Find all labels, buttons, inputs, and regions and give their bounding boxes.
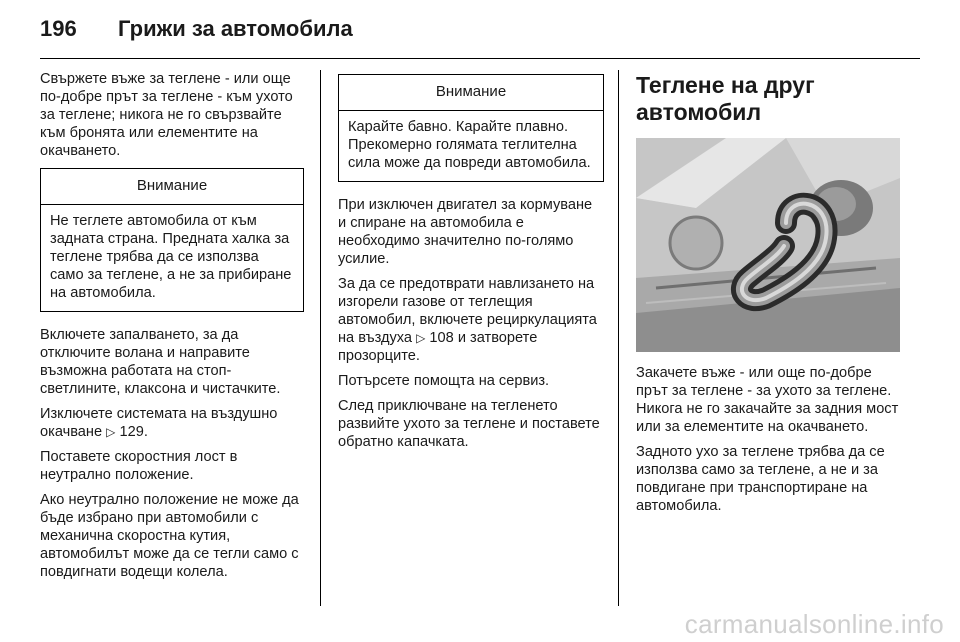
- column-right: [636, 70, 902, 522]
- page-reference-triangle-icon: ▷: [416, 331, 426, 345]
- paragraph: След приключване на тегленето развийте ухото за теглене и поставете обратно капачката.: [338, 398, 600, 450]
- warning-box: [40, 168, 304, 312]
- page-title: Грижи за автомобила: [118, 16, 353, 41]
- paragraph: При изключен двигател за кормуване и спиране на автомобила е необходимо значително по-голямо усилие.: [338, 197, 593, 267]
- page-reference[interactable]: 129.: [119, 424, 148, 440]
- column-divider: [320, 70, 321, 606]
- column-middle: [338, 70, 604, 458]
- header-divider: [40, 58, 920, 59]
- paragraph-text: За да се предотврати навлизането на изгорели газове от теглещия автомобил, включете рециркулацията на въздуха: [338, 276, 597, 346]
- towing-eye-illustration: [636, 138, 900, 352]
- warning-box: [338, 74, 604, 182]
- paragraph-text: и затворете прозорците.: [338, 330, 538, 364]
- paragraph-with-reference: [40, 405, 304, 441]
- watermark: carmanualsonline.info: [684, 609, 944, 639]
- warning-title: Внимание: [339, 75, 603, 111]
- paragraph: Задното ухо за теглене трябва да се използва само за теглене, а не и за повдигане при транспортиране на автомобила.: [636, 444, 885, 514]
- paragraph: Потърсете помощта на сервиз.: [338, 373, 550, 389]
- paragraph: Поставете скоростния лост в неутрално положение.: [40, 449, 238, 483]
- paragraph-with-reference: [338, 275, 604, 365]
- paragraph: Включете запалването, за да отключите волана и направите възможна работата на стоп-светлините, клаксона и чистачките.: [40, 327, 281, 397]
- paragraph: Закачете въже - или още по-добре прът за теглене - за ухото за теглене. Никога не го закачайте за задния мост или за елементите на окачването.: [636, 365, 899, 435]
- paragraph: Свържете въже за теглене - или още по-добре прът за теглене - към ухото за теглене; никога не го свързвайте към бронята или елементите на окачването.: [40, 71, 293, 159]
- section-heading: Теглене на друг автомобил: [636, 72, 815, 125]
- warning-text: Не теглете автомобила от към задната страна. Предната халка за теглене трябва да се използва само за теглене, а не за прибиране на автомобила.: [50, 213, 292, 301]
- column-left: [40, 70, 304, 588]
- warning-title: Внимание: [41, 169, 303, 205]
- column-divider: [618, 70, 619, 606]
- towing-eye-icon: [636, 138, 900, 352]
- warning-text: Карайте бавно. Карайте плавно. Прекомерно голямата теглителна сила може да повреди автомобила.: [348, 119, 591, 171]
- page-reference[interactable]: 108: [429, 330, 454, 346]
- page-header: [40, 16, 920, 48]
- page-number: 196: [40, 16, 77, 41]
- paragraph-text: Изключете системата на въздушно окачване: [40, 406, 278, 440]
- paragraph: Ако неутрално положение не може да бъде избрано при автомобили с механична скоростна кутия, автомобилът може да се тегли само с повдигнати водещи колела.: [40, 492, 299, 580]
- page-reference-triangle-icon: ▷: [106, 425, 116, 439]
